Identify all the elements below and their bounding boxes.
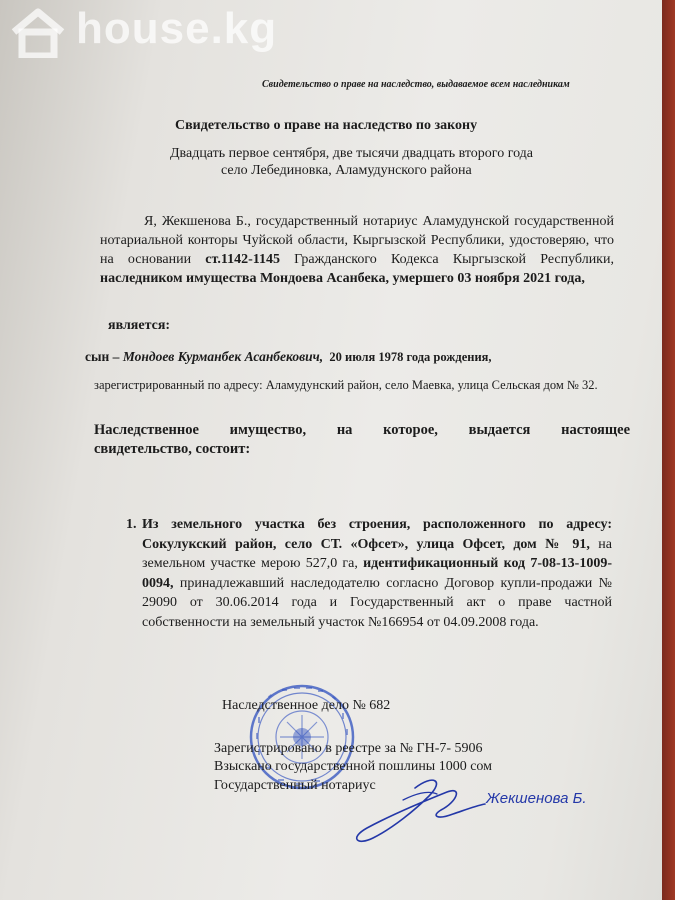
inheritance-heading-2: свидетельство, состоит: <box>94 441 251 457</box>
notary-title: Государственный нотариус <box>214 778 376 793</box>
intro-article: ст.1142-1145 <box>205 252 280 267</box>
item-text <box>142 515 612 632</box>
item-address: Из земельного участка без строения, расположенного по адресу: Сокулукский район, село СТ. «Офсет», улица Офсет, дом № 91, <box>142 517 612 552</box>
state-duty-line: Взыскано государственной пошлины 1000 сом <box>214 759 493 774</box>
document-title: Свидетельство о праве на наследство по закону <box>175 118 478 133</box>
background-edge <box>662 0 675 900</box>
signature <box>345 770 495 850</box>
date-line: Двадцать первое сентября, две тысячи двадцать второго года <box>170 146 534 161</box>
signature-name: Жекшенова Б. <box>486 790 587 807</box>
intro-text-1: Я, Жекшенова Б., государственный нотариус Аламудунской государственной нотариальной конторы Чуйской области, Кыргызской Республики, удостоверяю, что на основании <box>100 214 614 267</box>
house-icon <box>8 6 68 58</box>
intro-heir-clause: наследником имущества Мондоева Асанбека, умершего 03 ноября 2021 года, <box>100 271 585 286</box>
watermark-text: house.kg <box>76 4 278 53</box>
item-number: 1. <box>126 517 137 532</box>
heir-birth: 20 июля 1978 года рождения, <box>329 350 492 364</box>
heir-relation: сын – <box>85 349 123 364</box>
case-number-line: Наследственное дело № 682 <box>222 698 391 713</box>
heir-name: Мондоев Курманбек Асанбекович, <box>122 349 324 364</box>
header-note: Свидетельство о праве на наследство, выдаваемое всем наследникам <box>262 79 570 90</box>
list-item <box>126 515 612 632</box>
item-area: на земельном участке мерою 527,0 га, <box>142 536 612 571</box>
registration-address: зарегистрированный по адресу: Аламудунский район, село Маевка, улица Сельская дом № 32. <box>94 378 598 392</box>
is-label: является: <box>108 318 171 333</box>
intro-paragraph <box>100 212 614 288</box>
register-line: Зарегистрировано в реестре за № ГН-7- 5906 <box>214 741 483 756</box>
inheritance-heading-1: Наследственное имущество, на которое, выдается настоящее <box>94 422 630 438</box>
intro-text-2: Гражданского Кодекса Кыргызской Республики, <box>279 252 614 267</box>
item-basis: принадлежавший наследодателю согласно Договор купли-продажи № 29090 от 30.06.2014 года и Государственный акт о праве частной собственности на земельный участок №166954 от 04.09.2008 года. <box>142 575 612 630</box>
heir-line <box>85 349 492 365</box>
item-code: идентификационный код 7-08-13-1009-0094, <box>142 556 612 591</box>
place-line: село Лебединовка, Аламудунского района <box>221 163 472 178</box>
